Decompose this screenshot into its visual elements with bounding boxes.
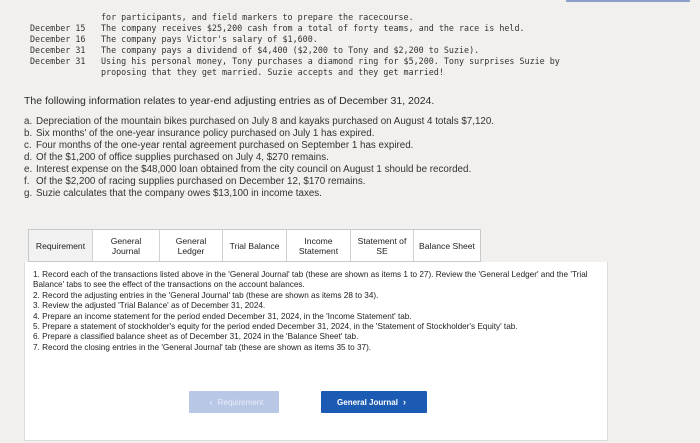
next-general-journal-button[interactable] [321,391,427,413]
adjustment-letter: b. [24,128,33,139]
adjustment-letter: d. [24,152,33,163]
adjustment-text: Of the $1,200 of office supplies purchased on July 4, $270 remains. [36,152,329,163]
log-text: proposing that they get married. Suzie accepts and they get married! [101,67,444,77]
adjustment-text: Of the $2,200 of racing supplies purchased on December 12, $170 remains. [36,176,366,187]
tab-balance-sheet[interactable]: Balance Sheet [419,240,475,251]
tab-bar [28,229,481,262]
requirement-step: 3. Review the adjusted 'Trial Balance' as of December 31, 2024. [33,301,266,311]
log-row [30,56,690,67]
top-edge-bar [566,0,690,2]
log-date [30,67,101,78]
adjustment-letter: f. [24,176,30,187]
adjustment-letter: c. [24,140,32,151]
log-text: The company receives $25,200 cash from a total of forty teams, and the race is held. [101,23,525,33]
tab-general-ledger[interactable]: General Ledger [160,230,223,261]
log-row [30,23,690,34]
log-text: The company pays a dividend of $4,400 ($2,200 to Tony and $2,200 to Suzie). [101,45,480,55]
log-date: December 31 [30,45,86,55]
previous-requirement-button[interactable] [189,391,279,413]
tab-requirement[interactable]: Requirement [29,230,93,261]
log-row [30,45,690,56]
log-row [30,67,690,78]
log-text: for participants, and field markers to prepare the racecourse. [101,12,414,22]
requirement-panel [24,262,608,441]
tab-trial-balance[interactable]: Trial Balance [223,230,287,261]
tab-general-journal[interactable]: General Journal [93,230,160,261]
adjustment-text: Six months' of the one-year insurance policy purchased on July 1 has expired. [36,128,375,139]
adjustment-letter: g. [24,188,33,199]
adjustment-item [24,116,664,128]
requirement-step: 7. Record the closing entries in the 'General Journal' tab (these are shown as items 35 to 37). [33,342,372,352]
adjustment-letter: a. [24,116,33,127]
adjusting-intro: The following information relates to year-end adjusting entries as of December 31, 2024. [24,95,435,107]
adjustment-text: Suzie calculates that the company owes $13,100 in income taxes. [36,188,322,199]
log-date: December 31 [30,56,86,66]
adjustment-letter: e. [24,164,33,175]
requirements-list [33,270,599,353]
requirement-step: 4. Prepare an income statement for the period ended December 31, 2024, in the 'Income Statement' tab. [33,311,412,321]
adjustment-item [24,152,664,164]
transaction-log [30,12,690,78]
log-date: December 16 [30,34,86,44]
adjustment-item [24,140,664,152]
adjustment-item [24,128,664,140]
log-date [30,12,101,23]
chevron-left-icon: ‹ [209,397,213,407]
adjustment-text: Depreciation of the mountain bikes purchased on July 8 and kayaks purchased on August 4 totals $7,120. [36,116,495,127]
log-text: Using his personal money, Tony purchases a diamond ring for $5,200. Tony surprises Suzie by [101,56,560,66]
adjustment-text: Interest expense on the $48,000 loan obtained from the city council on August 1 should be recorded. [36,164,472,175]
adjustment-text: Four months of the one-year rental agreement purchased on September 1 has expired. [36,140,414,151]
log-row [30,12,690,23]
requirement-step: 1. Record each of the transactions listed above in the 'General Journal' tab (these are shown as items 1 to 27). Review the 'General Ledger' and the 'Trial Balance' tabs to see the effect of the transactions on the account balances. [33,270,588,290]
adjustment-item [24,164,664,176]
requirement-step: 5. Prepare a statement of stockholder's equity for the period ended December 31, 2024, in the 'Statement of Stockholder's Equity' tab. [33,322,518,332]
previous-button-label: Requirement [217,397,264,407]
log-row [30,34,690,45]
log-text: The company pays Victor's salary of $1,600. [101,34,318,44]
log-date: December 15 [30,23,86,33]
adjusting-entries-list [24,116,664,200]
adjustment-item [24,188,664,200]
requirement-step: 2. Record the adjusting entries in the 'General Journal' tab (these are shown as items 28 to 34). [33,290,379,300]
tab-income-statement[interactable]: Income Statement [287,230,351,261]
tab-statement-of-se[interactable]: Statement of SE [351,230,414,261]
requirement-step: 6. Prepare a classified balance sheet as of December 31, 2024 in the 'Balance Sheet' tab. [33,332,359,342]
chevron-right-icon: › [402,397,406,407]
next-button-label: General Journal [337,397,398,407]
adjustment-item [24,176,664,188]
